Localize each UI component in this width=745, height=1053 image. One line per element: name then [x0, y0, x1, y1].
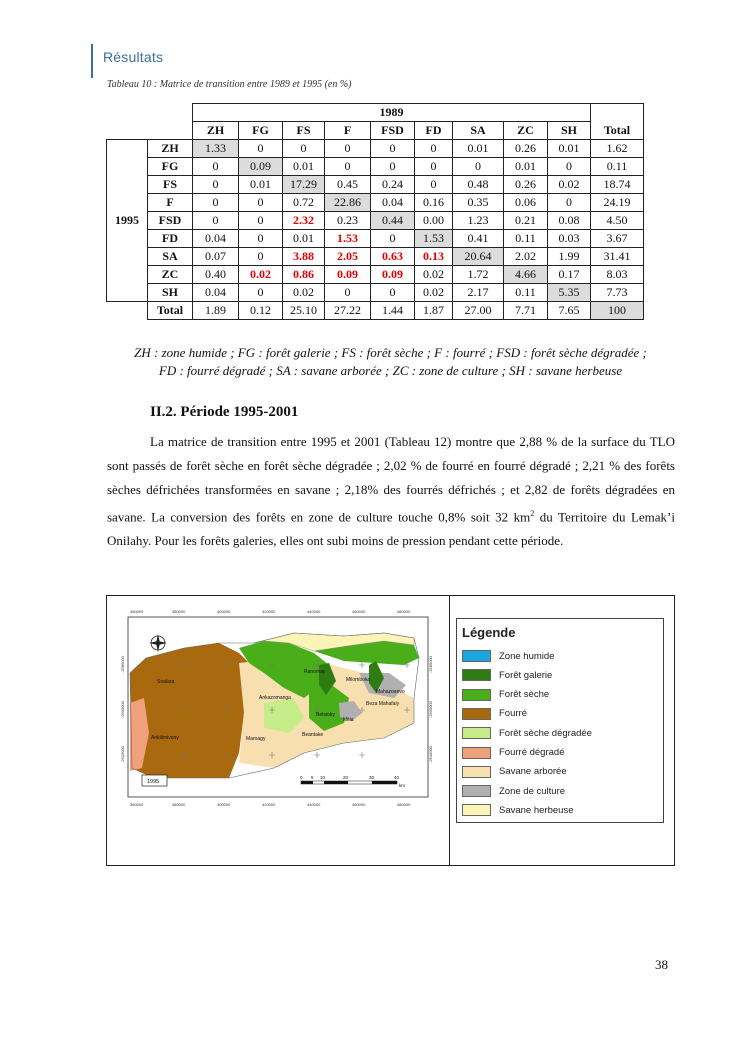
matrix-cell: 0 [415, 140, 453, 158]
total-row-blank [107, 302, 148, 320]
legend-swatch [462, 766, 491, 778]
matrix-cell: 0.02 [415, 284, 453, 302]
table-row [107, 140, 644, 158]
matrix-cell: 0 [415, 158, 453, 176]
matrix-cell: 0 [283, 140, 325, 158]
matrix-cell: 0 [453, 158, 504, 176]
matrix-cell: 0 [239, 284, 283, 302]
matrix-cell: 0.03 [548, 230, 591, 248]
matrix-cell: 0.26 [504, 176, 548, 194]
place-mitia: Mitia [343, 717, 354, 723]
matrix-cell: 0.86 [283, 266, 325, 284]
matrix-cell: 0.11 [504, 230, 548, 248]
matrix-cell: 7.73 [591, 284, 644, 302]
matrix-cell: 0 [193, 158, 239, 176]
legend-label: Zone humide [499, 650, 555, 662]
matrix-cell: 0.09 [371, 266, 415, 284]
abbreviation-note [106, 344, 675, 380]
matrix-cell: 0.13 [415, 248, 453, 266]
matrix-cell: 0.21 [504, 212, 548, 230]
row-label-sa: SA [148, 248, 193, 266]
legend-swatch [462, 804, 491, 816]
matrix-cell: 0 [371, 284, 415, 302]
matrix-cell: 31.41 [591, 248, 644, 266]
x-tick-top-5: 460000 [352, 609, 366, 614]
matrix-cell: 22.86 [325, 194, 371, 212]
matrix-cell: 0.63 [371, 248, 415, 266]
row-label-fsd: FSD [148, 212, 193, 230]
place-ankazomanga: Ankazomanga [259, 695, 291, 701]
row-label-f: F [148, 194, 193, 212]
y-tick-left-2: -2620000 [120, 746, 125, 763]
matrix-cell: 0.11 [504, 284, 548, 302]
matrix-cell: 1.53 [415, 230, 453, 248]
legend-item [462, 688, 549, 702]
matrix-cell: 0.02 [548, 176, 591, 194]
matrix-cell: 0 [193, 212, 239, 230]
matrix-cell: 5.35 [548, 284, 591, 302]
y-tick-left-1: -2600000 [120, 701, 125, 718]
matrix-cell: 1.62 [591, 140, 644, 158]
total-cell: 7.71 [504, 302, 548, 320]
matrix-cell: 1.23 [453, 212, 504, 230]
transition-matrix-table [106, 103, 644, 320]
legend-label: Zone de culture [499, 785, 566, 797]
section-accent-bar [91, 44, 93, 78]
matrix-cell: 0 [548, 194, 591, 212]
column-header-sa: SA [453, 122, 504, 140]
scale-unit: km [399, 783, 405, 788]
column-header-f: F [325, 122, 371, 140]
total-header-blank [591, 104, 644, 122]
total-cell: 100 [591, 302, 644, 320]
matrix-cell: 0 [239, 140, 283, 158]
matrix-cell: 0 [193, 194, 239, 212]
total-cell: 27.00 [453, 302, 504, 320]
matrix-cell: 17.29 [283, 176, 325, 194]
legend-item [462, 707, 527, 721]
matrix-cell: 0.04 [193, 230, 239, 248]
matrix-cell: 4.50 [591, 212, 644, 230]
scale-label-0: 0 [300, 775, 303, 780]
matrix-cell: 2.32 [283, 212, 325, 230]
legend-item [462, 726, 592, 740]
legend-swatch [462, 650, 491, 662]
matrix-cell: 24.19 [591, 194, 644, 212]
row-label-fd: FD [148, 230, 193, 248]
scale-label-30: 30 [369, 775, 375, 780]
table-row [107, 176, 644, 194]
matrix-cell: 2.17 [453, 284, 504, 302]
map-region-fourre [130, 643, 249, 778]
matrix-cell: 0.01 [283, 230, 325, 248]
matrix-cell: 0.72 [283, 194, 325, 212]
x-tick-top-4: 440000 [307, 609, 321, 614]
place-maroagy: Maroagy [246, 736, 266, 742]
abbreviation-line-1: ZH : zone humide ; FG : forêt galerie ; FS : forêt sèche ; F : fourré ; FSD : forêt sèche dégradée ; [134, 345, 647, 360]
x-tick-top-2: 400000 [217, 609, 231, 614]
total-cell: 1.89 [193, 302, 239, 320]
map-legend [456, 618, 664, 823]
table-caption: Tableau 10 : Matrice de transition entre 1989 et 1995 (en %) [107, 79, 352, 90]
matrix-cell: 0.00 [415, 212, 453, 230]
matrix-cell: 0 [371, 140, 415, 158]
matrix-cell: 4.66 [504, 266, 548, 284]
legend-label: Savane herbeuse [499, 804, 574, 816]
matrix-cell: 0 [239, 248, 283, 266]
total-cell: 0.12 [239, 302, 283, 320]
matrix-cell: 0 [325, 158, 371, 176]
table-row [107, 284, 644, 302]
total-row [107, 302, 644, 320]
matrix-cell: 1.99 [548, 248, 591, 266]
legend-swatch [462, 727, 491, 739]
matrix-cell: 0 [325, 140, 371, 158]
table-row [107, 248, 644, 266]
matrix-cell: 0.01 [453, 140, 504, 158]
x-tick-top-6: 480000 [397, 609, 411, 614]
matrix-cell: 0.41 [453, 230, 504, 248]
place-beza-mahafaly: Beza Mahafaly [366, 701, 400, 707]
scale-label-10: 10 [320, 775, 326, 780]
matrix-cell: 0 [371, 158, 415, 176]
matrix-cell: 3.88 [283, 248, 325, 266]
matrix-cell: 0.02 [239, 266, 283, 284]
matrix-cell: 0.01 [504, 158, 548, 176]
y-tick-right-1: -2600000 [428, 701, 433, 718]
matrix-cell: 0.11 [591, 158, 644, 176]
map-y-ticks-left [120, 655, 125, 763]
matrix-cell: 0.01 [283, 158, 325, 176]
place-mahazoarivo: Mahazoarivo [376, 689, 405, 695]
matrix-cell: 0.17 [548, 266, 591, 284]
column-header-zh: ZH [193, 122, 239, 140]
x-tick-bottom-4: 440000 [307, 802, 321, 807]
x-tick-top-1: 380000 [172, 609, 186, 614]
scale-label-20: 20 [343, 775, 349, 780]
page-number: 38 [655, 957, 668, 972]
x-tick-bottom-5: 460000 [352, 802, 366, 807]
matrix-cell: 0.16 [415, 194, 453, 212]
matrix-cell: 0 [371, 230, 415, 248]
row-label-zh: ZH [148, 140, 193, 158]
column-header-sh: SH [548, 122, 591, 140]
matrix-cell: 1.53 [325, 230, 371, 248]
x-tick-bottom-3: 420000 [262, 802, 276, 807]
matrix-cell: 1.33 [193, 140, 239, 158]
x-tick-bottom-1: 380000 [172, 802, 186, 807]
figure-divider [449, 595, 450, 866]
row-label-zc: ZC [148, 266, 193, 284]
column-header-fs: FS [283, 122, 325, 140]
matrix-cell: 20.64 [453, 248, 504, 266]
matrix-cell: 0.09 [325, 266, 371, 284]
matrix-cell: 0.04 [193, 284, 239, 302]
matrix-cell: 0 [325, 284, 371, 302]
matrix-cell: 0.35 [453, 194, 504, 212]
matrix-cell: 0 [239, 194, 283, 212]
legend-label: Savane arborée [499, 766, 567, 778]
matrix-cell: 2.05 [325, 248, 371, 266]
legend-item [462, 784, 565, 798]
subsection-heading: II.2. Période 1995-2001 [150, 404, 299, 420]
body-paragraph [107, 430, 675, 553]
matrix-cell: 3.67 [591, 230, 644, 248]
y-tick-right-0: -2580000 [428, 656, 433, 673]
legend-item [462, 803, 573, 817]
matrix-cell: 0.06 [504, 194, 548, 212]
column-header-fg: FG [239, 122, 283, 140]
paragraph-text-a: La matrice de transition entre 1995 et 2001 (Tableau 12) montre que 2,88 % de la surface du TLO sont passés de forêt sèche en forêt sèche dégradée ; 2,02 % de fourré en fourré dégradé ; 2,21 % des forêts sèches défrichées transformées en savane ; 2,18% des fourrés défrichés ; et 2,82 de forêts dégradées en savane. La conversion des forêts en zone de culture touche 0,8% soit 32 km [107, 434, 675, 525]
map-svg [114, 603, 444, 811]
x-tick-bottom-6: 480000 [397, 802, 411, 807]
legend-title: Légende [462, 625, 516, 640]
total-cell: 1.87 [415, 302, 453, 320]
x-tick-bottom-0: 360000 [130, 802, 144, 807]
x-tick-top-0: 360000 [130, 609, 144, 614]
matrix-cell: 0 [193, 176, 239, 194]
matrix-cell: 0.04 [371, 194, 415, 212]
column-year-header: 1989 [193, 104, 591, 122]
matrix-cell: 0.26 [504, 140, 548, 158]
map-year-label: 1995 [147, 779, 160, 785]
matrix-cell: 0.48 [453, 176, 504, 194]
table-row [107, 266, 644, 284]
x-tick-top-3: 420000 [262, 609, 276, 614]
corner-blank-2 [107, 122, 193, 140]
matrix-cell: 0.24 [371, 176, 415, 194]
matrix-cell: 0.09 [239, 158, 283, 176]
row-label-fs: FS [148, 176, 193, 194]
land-cover-map [114, 603, 444, 811]
row-label-sh: SH [148, 284, 193, 302]
total-cell: 1.44 [371, 302, 415, 320]
place-ranomay: Ranomay [304, 669, 326, 675]
place-milomboka: Milomboka [346, 677, 371, 683]
paragraph-text-b: du Territoire du Lemak’i Onilahy. Pour les forêts galeries, elles ont subi moins de pression pendant cette période. [107, 509, 675, 549]
row-label-fg: FG [148, 158, 193, 176]
place-betsioky: Betsioky [316, 712, 335, 718]
x-tick-bottom-2: 400000 [217, 802, 231, 807]
matrix-cell: 0.02 [415, 266, 453, 284]
column-header-fsd: FSD [371, 122, 415, 140]
matrix-cell: 0.02 [283, 284, 325, 302]
place-ankilimivony: Ankilimivony [151, 735, 179, 741]
place-soalara: Soalara [157, 679, 175, 685]
matrix-cell: 0.23 [325, 212, 371, 230]
legend-label: Forêt sèche [499, 689, 550, 701]
legend-label: Fourré dégradé [499, 747, 565, 758]
matrix-cell: 0.44 [371, 212, 415, 230]
corner-blank [107, 104, 193, 122]
legend-label: Fourré [499, 708, 527, 720]
matrix-cell: 0 [239, 212, 283, 230]
legend-label: Forêt sèche dégradée [499, 727, 592, 739]
matrix-cell: 0 [548, 158, 591, 176]
legend-item [462, 668, 552, 682]
matrix-cell: 18.74 [591, 176, 644, 194]
total-cell: 25.10 [283, 302, 325, 320]
legend-item [462, 649, 554, 663]
matrix-cell: 2.02 [504, 248, 548, 266]
map-y-ticks-right [428, 655, 433, 763]
legend-item [462, 746, 564, 760]
matrix-cell: 0.07 [193, 248, 239, 266]
matrix-cell: 8.03 [591, 266, 644, 284]
table-row [107, 212, 644, 230]
total-cell: 27.22 [325, 302, 371, 320]
matrix-cell: 0 [415, 176, 453, 194]
legend-swatch [462, 669, 491, 681]
table-row [107, 194, 644, 212]
matrix-cell: 0.08 [548, 212, 591, 230]
matrix-cell: 0.01 [548, 140, 591, 158]
matrix-cell: 1.72 [453, 266, 504, 284]
legend-item [462, 765, 567, 779]
abbreviation-line-2: FD : fourré dégradé ; SA : savane arborée ; ZC : zone de culture ; SH : savane herbeuse [158, 363, 623, 378]
total-row-label: Total [148, 302, 193, 320]
table-row [107, 230, 644, 248]
total-cell: 7.65 [548, 302, 591, 320]
column-header-fd: FD [415, 122, 453, 140]
place-beantake: Beantake [302, 732, 324, 738]
y-tick-right-3: -2640000 [428, 746, 433, 763]
legend-swatch [462, 689, 491, 701]
scale-label-40: 40 [394, 775, 400, 780]
matrix-cell: 0 [239, 230, 283, 248]
legend-swatch [462, 747, 491, 759]
matrix-cell: 0.40 [193, 266, 239, 284]
matrix-cell: 0.01 [239, 176, 283, 194]
column-header-zc: ZC [504, 122, 548, 140]
legend-swatch [462, 785, 491, 797]
section-title: Résultats [103, 49, 164, 65]
row-year-header: 1995 [107, 140, 148, 302]
table-row [107, 158, 644, 176]
legend-label: Forêt galerie [499, 669, 553, 681]
column-header-total: Total [591, 122, 644, 140]
matrix-cell: 0.45 [325, 176, 371, 194]
superscript-2: 2 [530, 509, 535, 518]
y-tick-left-0: -2580000 [120, 656, 125, 673]
scale-label-5: 5 [311, 775, 314, 780]
legend-swatch [462, 708, 491, 720]
